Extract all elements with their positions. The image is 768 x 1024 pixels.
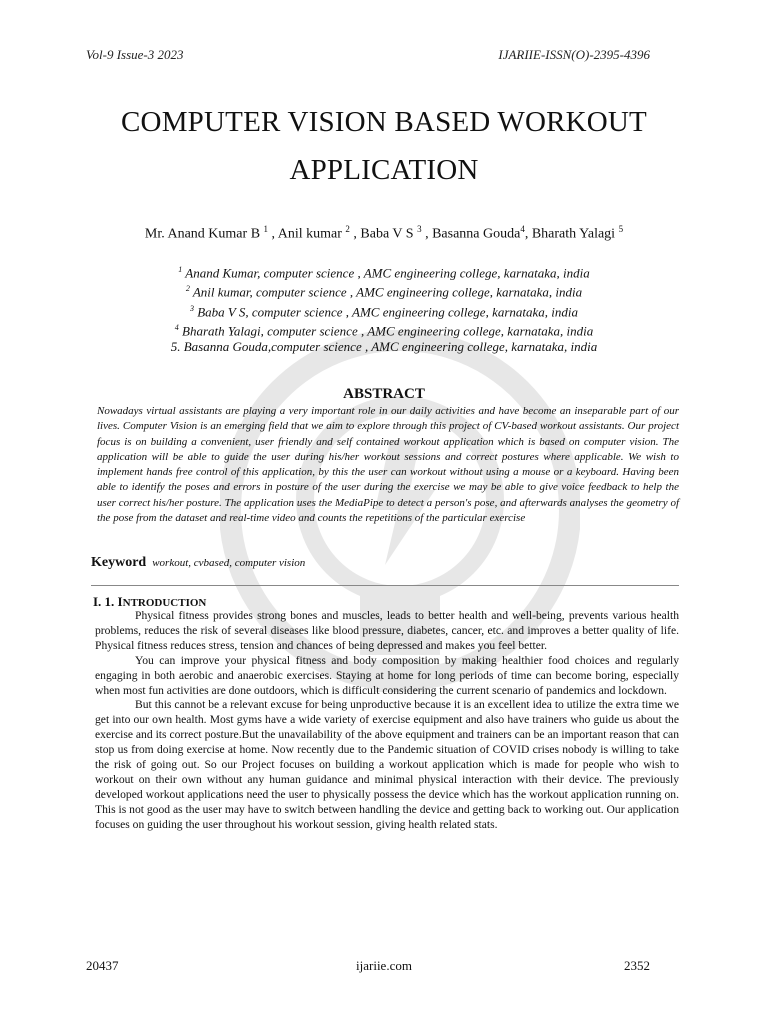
keyword-values: workout, cvbased, computer vision [152,557,306,569]
author-sup: 5 [618,224,624,234]
keyword-label: Keyword [91,555,147,570]
abstract-heading: ABSTRACT [343,386,425,402]
body-paragraph: But this cannot be a relevant excuse for being unproductive because it is an excellent idea to utilize the extra time we get into our own health. Most gyms have a wide variety of exercise equipment and also have trainers who guide us about the exercise and its correct posture.But the unavailability of the above equipment and trainers can be an important reason that can stop us from doing exercise at home. Now recently due to the Pandemic situation of COVID crises nobody is willing to take the risk of going out. So our Project focuses on building a workout application which is made for people who wish to workout on their own without any human guidance and minimal physical interaction with their device. The previously developed workout applications need the user to physically possess the device which has the workout application running on. This is not good as the user may have to switch between handling the device and getting back to working out. Our application focuses on guiding the user throughout his workout session, giving health related stats. [95,698,679,831]
author-list: Mr. Anand Kumar B $^1$ , Anil kumar $^2$ , Baba V S $^3$ , Basanna Gouda$^4$, Bharath Yalagi $^5$ [144,224,624,242]
author-sup: 1 [263,224,269,234]
section-heading: I. 1. INTRODUCTION [93,594,207,609]
body-paragraph: Physical fitness provides strong bones and muscles, leads to better health and well-being, prevents various health problems, reduces the risk of several diseases like blood pressure, diabetes, cancer, etc. and improves a better quality of life. Physical fitness reduces stress, tension and chances of being depressed and makes you feel better. [95,609,679,652]
footer-page-number: 2352 [624,958,650,973]
abstract-text: Nowadays virtual assistants are playing a very important role in our daily activities and have become an inseparable part of our lives. Computer Vision is an emerging field that we aim to explore through this project of CV-based workout assistants. Our project focus is on building a convenient, user friendly and self contained workout application which is based on computer vision. The application will be able to guide the user during his/her workout sessions and correct postures where applicable. We wish to implement hands free control of this application, by this the user can workout without using a mouse or a keyboard. Having been able to identify the poses and errors in posture of the user during the exercise we may be able to give voice feedback to help the user correct his/her posture. The application uses the MediaPipe to detect a person's pose, and afterwards analyses the geometry of the pose from the dataset and real-time video and counts the repetitions of the particular exercise [97,405,679,525]
author-name: Baba V S [360,226,414,242]
footer-paper-id: 20437 [86,958,119,973]
header-volume: Vol-9 Issue-3 2023 [86,47,184,62]
body-paragraph: You can improve your physical fitness and body composition by making healthier food choices and regularly engaging in both aerobic and anaerobic exercises. Staying at home for long periods of time can become boring, especially when most fun activities are done outdoors, which is difficult considering the current scenario of pandemics and lockdown. [95,653,679,697]
keyword-line [91,555,305,571]
affiliation-line: $^4$ Bharath Yalagi, computer science , AMC engineering college, karnataka, india [174,322,594,339]
author-sup: 4 [520,224,525,234]
author-name: Anil kumar [277,226,342,242]
paper-title-line2: APPLICATION [289,154,479,186]
author-sup: 3 [417,224,422,234]
affiliation-line: $^3$ Baba V S, computer science , AMC engineering college, karnataka, india [189,303,578,319]
footer-website: ijariie.com [356,958,412,973]
author-sup: 2 [345,224,350,234]
author-name: Mr. Anand Kumar B [144,226,261,242]
affiliation-line: 5. Basanna Gouda,computer science , AMC engineering college, karnataka, india [170,339,598,355]
header-issn: IJARIIE-ISSN(O)-2395-4396 [498,47,650,62]
section-divider [91,585,679,586]
affiliation-line: $^1$ Anand Kumar, computer science , AMC engineering college, karnataka, india [178,265,590,281]
author-name: Basanna Gouda [432,226,521,242]
affiliation-line: $^2$ Anil kumar, computer science , AMC engineering college, karnataka, india [185,284,583,300]
paper-title-line1: COMPUTER VISION BASED WORKOUT [121,106,647,138]
introduction-body [95,609,679,833]
author-name: Bharath Yalagi [531,226,616,242]
affiliation-list [0,262,768,355]
